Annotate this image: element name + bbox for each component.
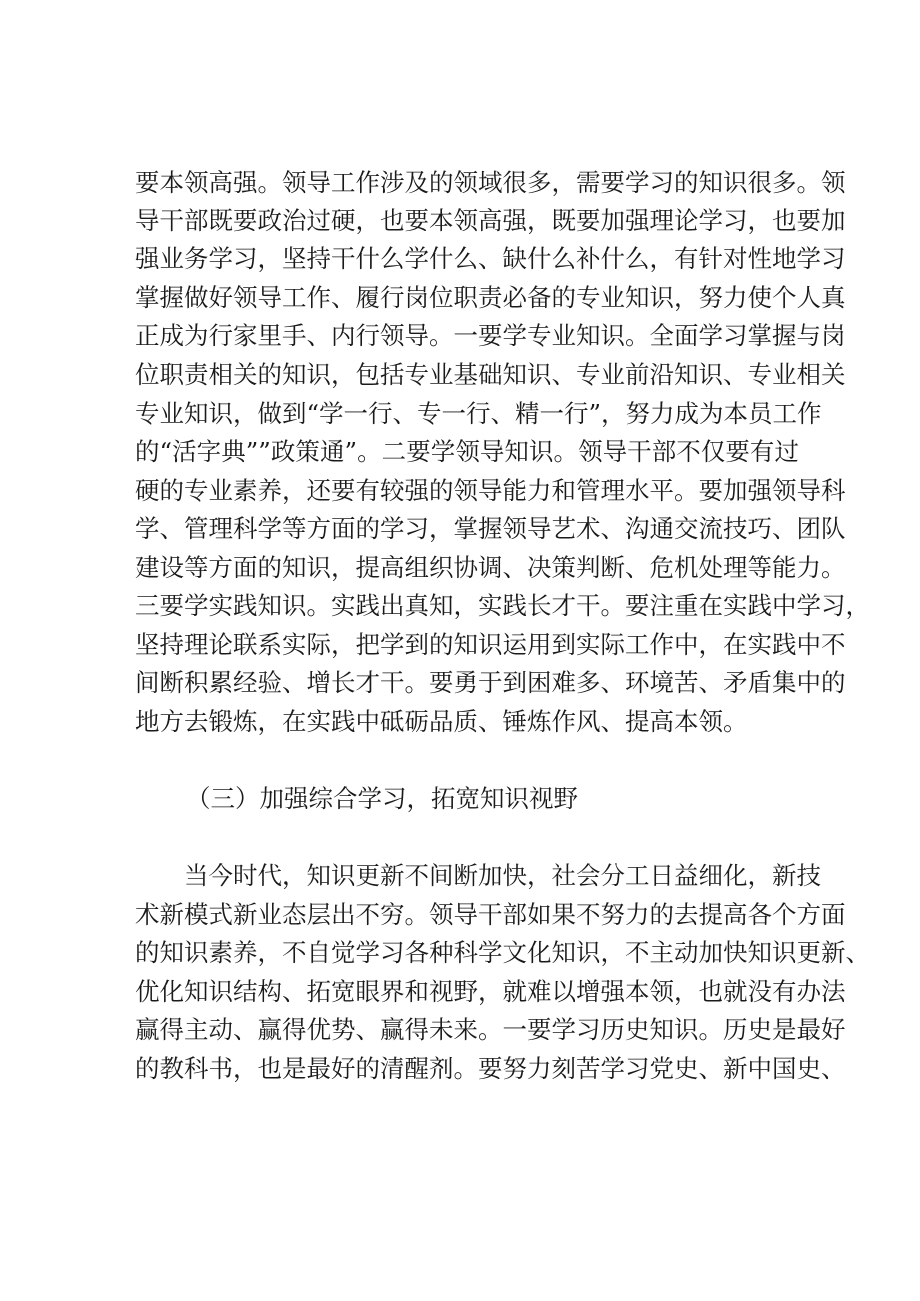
- text-line: 坚持理论联系实际，把学到的知识运用到实际工作中，在实践中不: [135, 630, 846, 659]
- text-line: 的知识素养，不自觉学习各种科学文化知识，不主动加快知识更新、: [135, 938, 870, 967]
- text-line: 赢得主动、赢得优势、赢得未来。一要学习历史知识。历史是最好: [135, 1015, 846, 1044]
- text-line: 三要学实践知识。实践出真知，实践长才干。要注重在实践中学习，: [135, 591, 870, 620]
- text-line: 学、管理科学等方面的学习，掌握领导艺术、沟通交流技巧、团队: [135, 514, 846, 543]
- text-line: 位职责相关的知识，包括专业基础知识、专业前沿知识、专业相关: [135, 360, 846, 389]
- text-line: 优化知识结构、拓宽眼界和视野，就难以增强本领，也就没有办法: [135, 977, 846, 1006]
- text-line: 术新模式新业态层出不穷。领导干部如果不努力的去提高各个方面: [135, 900, 846, 929]
- text-line: 专业知识，做到“学一行、专一行、精一行”，努力成为本员工作: [135, 399, 822, 428]
- text-line: 强业务学习，坚持干什么学什么、缺什么补什么，有针对性地学习: [135, 244, 846, 273]
- text-line: 导干部既要政治过硬，也要本领高强，既要加强理论学习，也要加: [135, 206, 846, 235]
- section-heading: （三）加强综合学习，拓宽知识视野: [186, 784, 578, 813]
- text-line: 地方去锻炼，在实践中砥砺品质、锤炼作风、提高本领。: [135, 707, 748, 736]
- text-line: 的教科书，也是最好的清醒剂。要努力刻苦学习党史、新中国史、: [135, 1054, 846, 1083]
- text-line: 正成为行家里手、内行领导。一要学专业知识。全面学习掌握与岗: [135, 321, 846, 350]
- text-line: 要本领高强。领导工作涉及的领域很多，需要学习的知识很多。领: [135, 168, 846, 197]
- text-line: 的“活字典””政策通”。二要学领导知识。领导干部不仅要有过: [135, 437, 799, 466]
- text-line: 当今时代，知识更新不间断加快，社会分工日益细化，新技: [135, 861, 821, 890]
- text-line: 掌握做好领导工作、履行岗位职责必备的专业知识，努力使个人真: [135, 283, 846, 312]
- text-line: 间断积累经验、增长才干。要勇于到困难多、环境苦、矛盾集中的: [135, 668, 846, 697]
- text-line: 建设等方面的知识，提高组织协调、决策判断、危机处理等能力。: [135, 553, 846, 582]
- text-line: 硬的专业素养，还要有较强的领导能力和管理水平。要加强领导科: [135, 476, 846, 505]
